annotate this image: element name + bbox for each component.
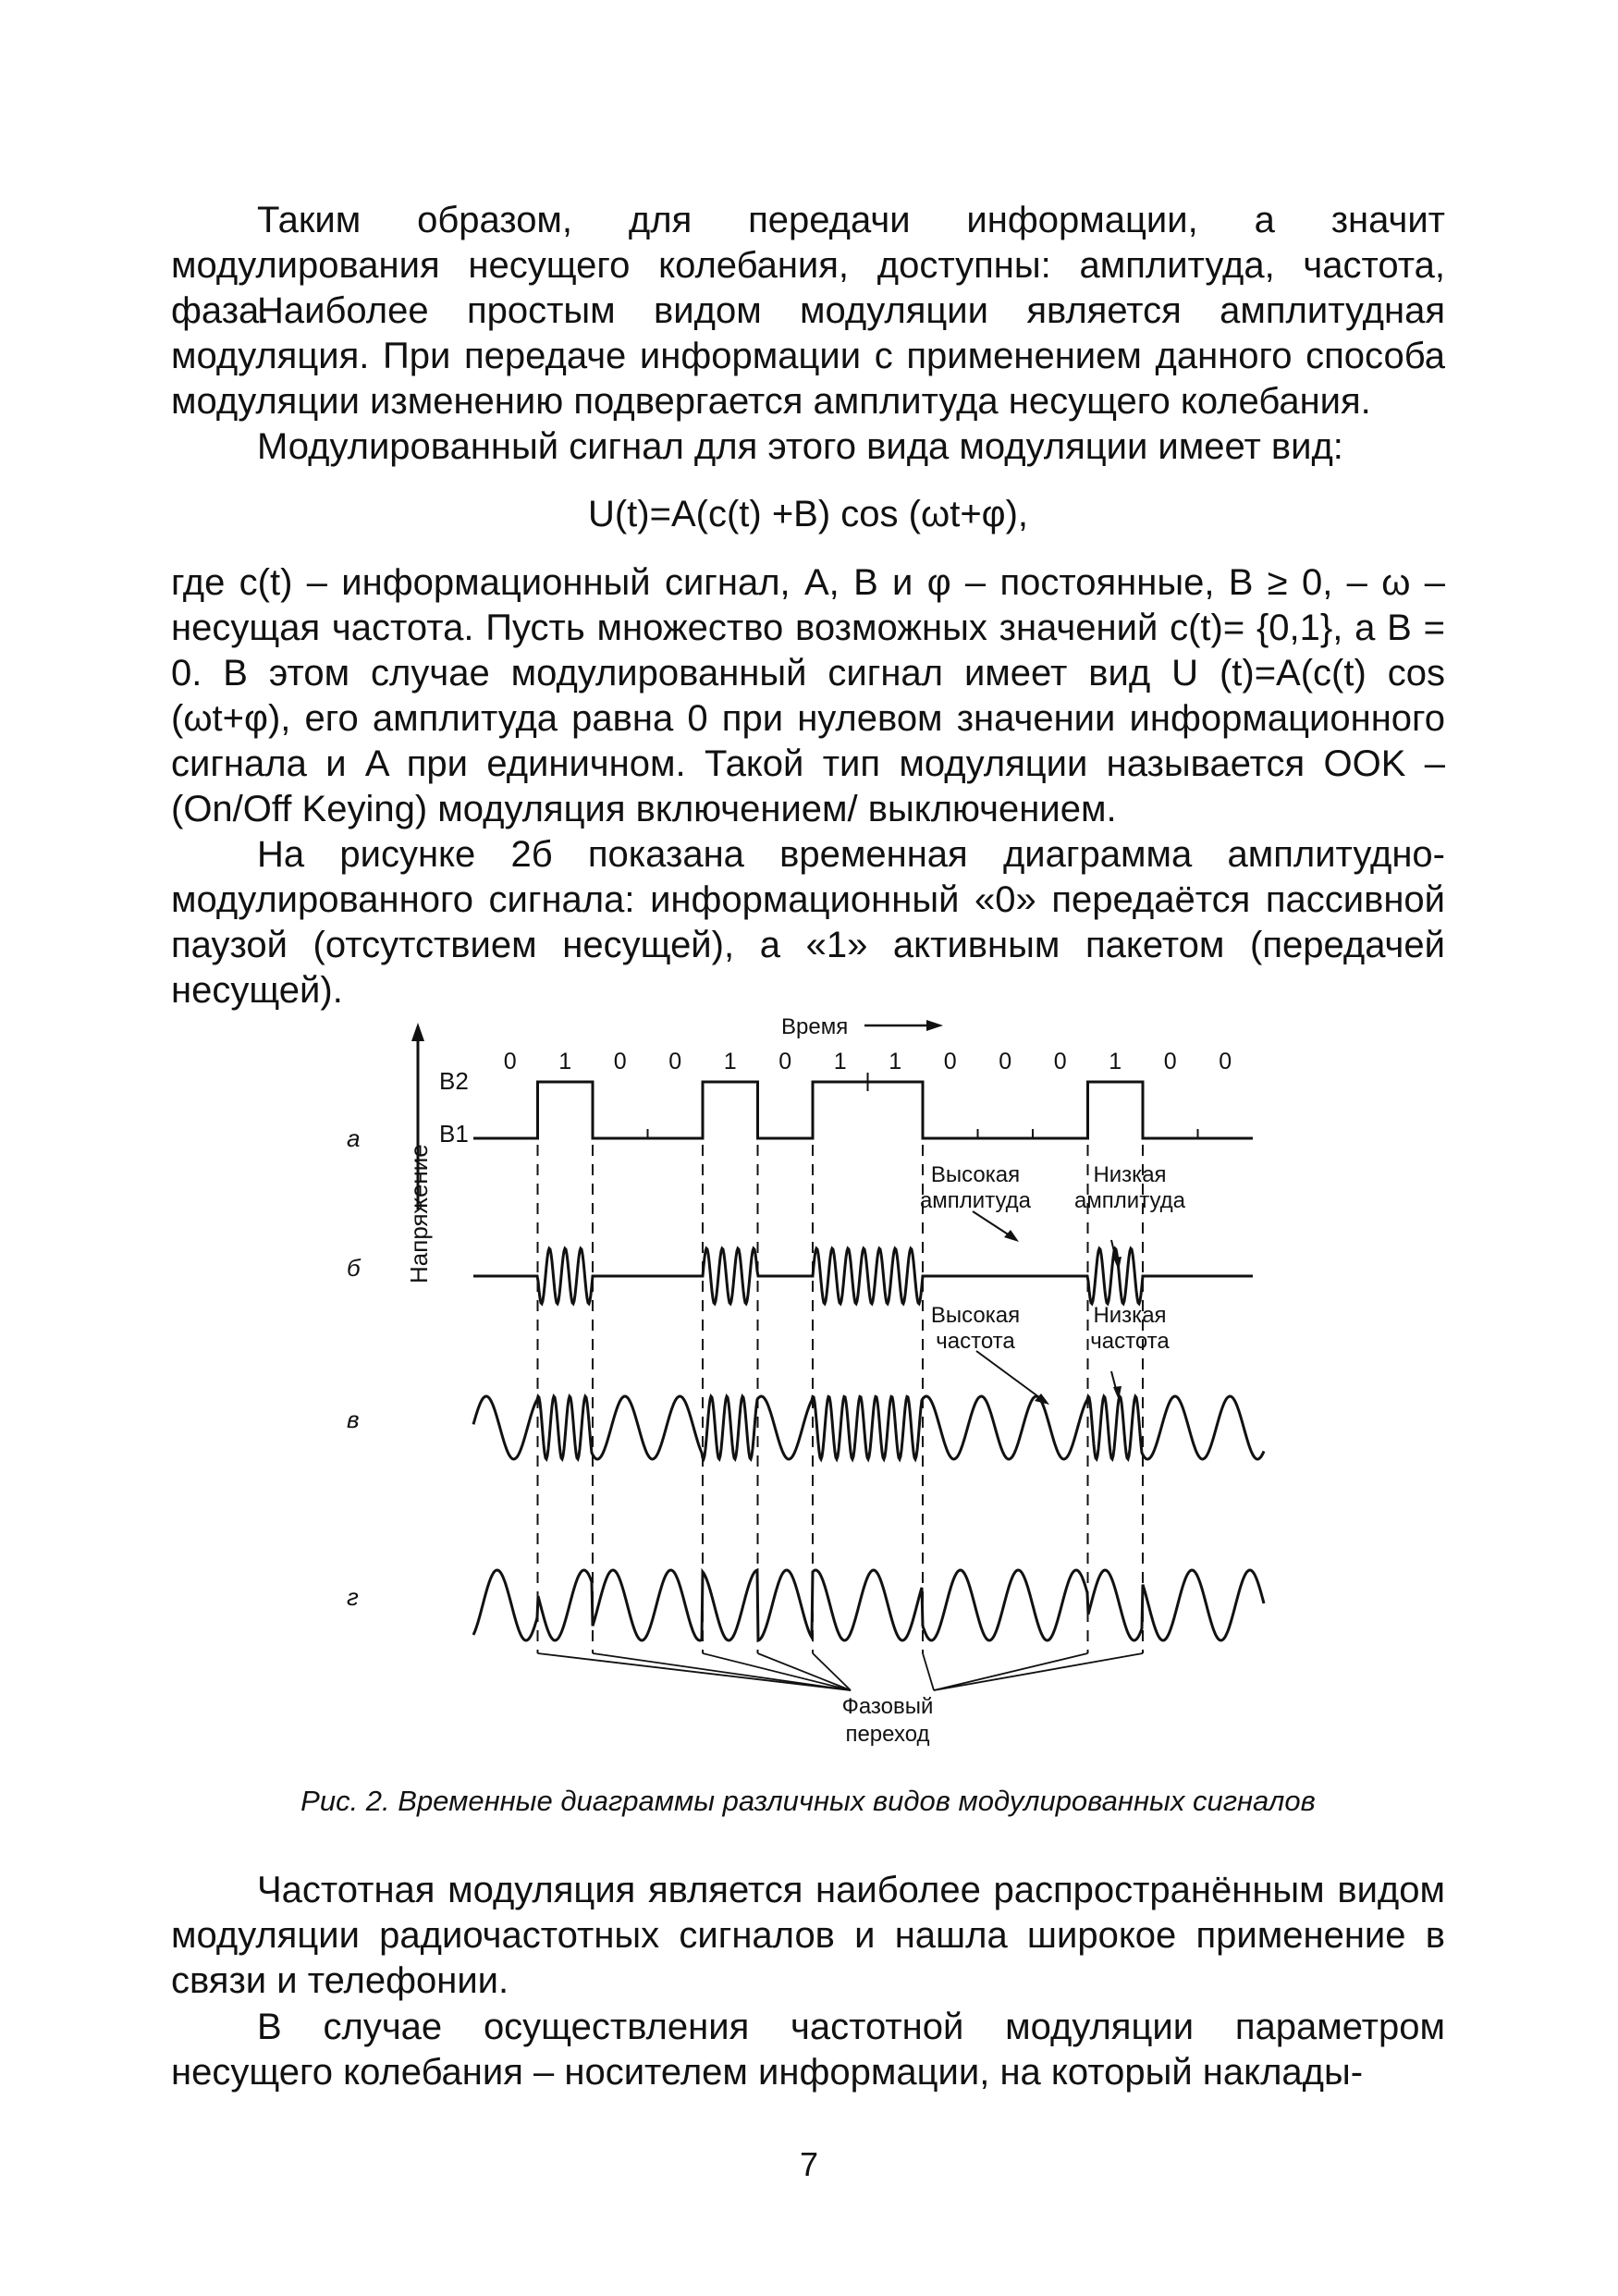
bit-label: 1: [889, 1049, 902, 1074]
paragraph-2: Наиболее простым видом модуляции является амплитудная модуляция. При передаче информации с применением данного способа модуляции изменению подвергается амплитуда несущего колебания.: [171, 290, 1445, 422]
phase-arrow: [934, 1653, 1088, 1690]
annotation-low-frequency: [1090, 1303, 1170, 1400]
voltage-axis: [405, 1023, 433, 1283]
voltage-label: Напряжение: [405, 1144, 433, 1283]
high-amplitude-label-2: амплитуда: [919, 1188, 1032, 1213]
phase-arrow: [934, 1653, 1143, 1690]
row-label-b: б: [347, 1254, 361, 1282]
high-frequency-label-2: частота: [936, 1329, 1015, 1354]
modulation-timing-diagram: [314, 1015, 1322, 1764]
phase-transition-arrows: [538, 1653, 1144, 1690]
bit-label: 0: [999, 1049, 1012, 1074]
bit-sequence: [504, 1049, 1232, 1074]
low-frequency-label-1: Низкая: [1093, 1303, 1167, 1328]
page-number: 7: [799, 2145, 819, 2183]
time-arrow: [864, 1020, 943, 1031]
phase-label-1: Фазовый: [841, 1694, 934, 1719]
high-amplitude-label-1: Высокая: [930, 1162, 1021, 1187]
paragraph-3: Модулированный сигнал для этого вида модуляции имеет вид:: [257, 426, 1343, 467]
low-amplitude-label-1: Низкая: [1093, 1162, 1167, 1187]
bit-label: 0: [778, 1049, 792, 1074]
formula: U(t)=A(c(t) +B) cos (ωt+φ),: [587, 494, 1029, 534]
bit-label: 0: [613, 1049, 627, 1074]
annotation-high-frequency: [931, 1303, 1049, 1405]
row-label-a: а: [347, 1124, 361, 1152]
bit-label: 1: [723, 1049, 737, 1074]
high-frequency-label-1: Высокая: [930, 1303, 1021, 1328]
bit-label: 0: [1163, 1049, 1177, 1074]
time-label: Время: [781, 1015, 849, 1039]
paragraph-6: Частотная модуляция является наиболее распространённым видом модуляции радиочастотных сигналов и нашла широкое применение в связи и телефонии.: [171, 1870, 1445, 2001]
annotation-high-amplitude: [920, 1162, 1032, 1242]
paragraph-1: Таким образом, для передачи информации, а значит модулирования несущего колебания, доступны: амплитуда, частота, фаза.: [171, 200, 1445, 331]
bit-label: 0: [668, 1049, 682, 1074]
bit-label: 1: [558, 1049, 572, 1074]
phase-label-2: переход: [845, 1722, 930, 1747]
ask-waveform: [473, 1248, 1253, 1304]
bit-label: 0: [1053, 1049, 1067, 1074]
paragraph-7: В случае осуществления частотной модуляции параметром несущего колебания – носителем информации, на который наклады-: [171, 2007, 1445, 2093]
low-amplitude-label-2: амплитуда: [1073, 1188, 1186, 1213]
paragraph-4: где c(t) – информационный сигнал, A, B и φ – постоянные, B ≥ 0, – ω – несущая частота. Пусть множество возможных значений c(t)= {0,1}, а B = 0. В этом случае модулированный сигнал имеет вид U (t)=A(c(t) cos (ωt+φ), его амплитуда равна 0 при нулевом значении информационного сигнала и A при единичном. Такой тип модуляции называется OOK – (On/Off Keying) модуляция включением/ выключением.: [171, 562, 1445, 829]
digital-signal-waveform: [473, 1082, 1253, 1138]
paragraph-5: На рисунке 2б показана временная диаграмма амплитудно-модулированного сигнала: информационный «0» передаётся пассивной паузой (отсутствием несущей), а «1» активным пакетом (передачей несущей).: [171, 834, 1445, 1011]
low-frequency-label-2: частота: [1090, 1329, 1170, 1354]
level-b1-label: B1: [439, 1120, 469, 1148]
bit-label: 0: [503, 1049, 517, 1074]
figure-caption: Рис. 2. Временные диаграммы различных видов модулированных сигналов: [300, 1785, 1316, 1817]
bit-label: 1: [1109, 1049, 1122, 1074]
bit-label: 1: [833, 1049, 847, 1074]
row-label-g: г: [347, 1583, 359, 1611]
row-label-v: в: [347, 1406, 360, 1433]
phase-arrow: [923, 1653, 934, 1690]
bit-label: 0: [1219, 1049, 1232, 1074]
level-b2-label: B2: [439, 1067, 469, 1095]
bit-label: 0: [943, 1049, 957, 1074]
